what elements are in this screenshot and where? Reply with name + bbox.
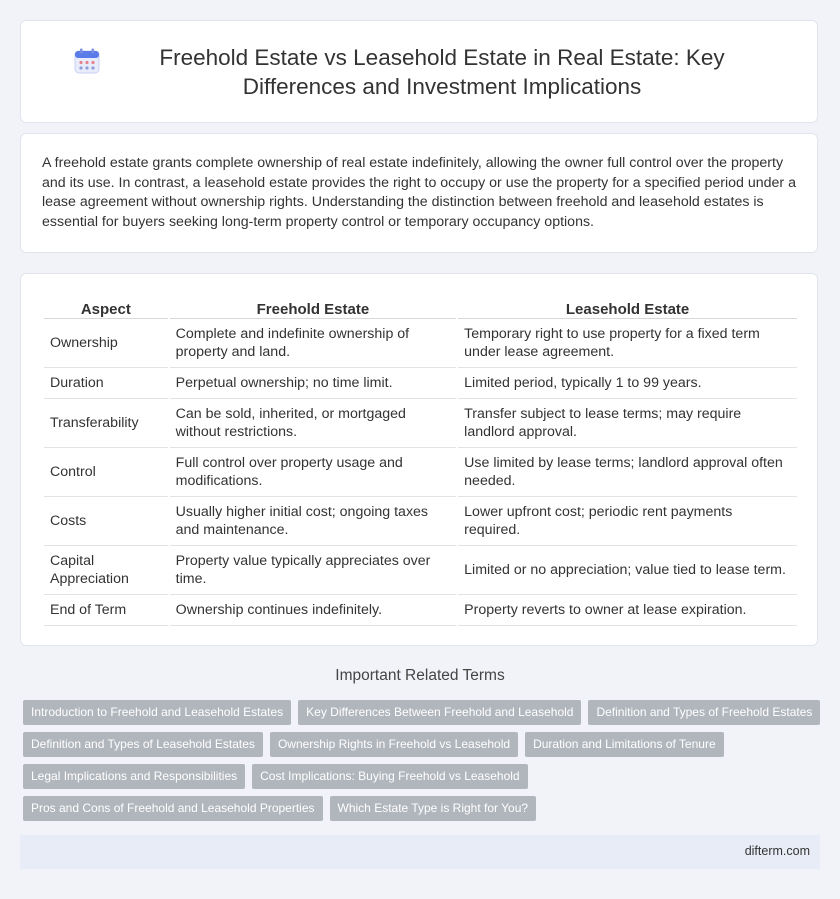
table-cell: Usually higher initial cost; ongoing taxes and maintenance. xyxy=(170,497,457,546)
related-term-tag[interactable]: Legal Implications and Responsibilities xyxy=(23,764,245,789)
table-cell: Full control over property usage and modifications. xyxy=(170,448,457,497)
table-cell: Can be sold, inherited, or mortgaged without restrictions. xyxy=(170,399,457,448)
table-row xyxy=(44,448,797,497)
table-cell: Costs xyxy=(44,497,168,546)
footer-site[interactable]: difterm.com xyxy=(744,844,810,858)
related-terms-heading: Important Related Terms xyxy=(335,667,505,684)
table-cell: Lower upfront cost; periodic rent payments required. xyxy=(458,497,797,546)
related-term-tag[interactable]: Introduction to Freehold and Leasehold Estates xyxy=(23,700,291,725)
related-term-tag[interactable]: Cost Implications: Buying Freehold vs Leasehold xyxy=(252,764,527,789)
table-cell: Capital Appreciation xyxy=(44,546,168,595)
table-cell: Duration xyxy=(44,368,168,399)
header-leasehold: Leasehold Estate xyxy=(458,296,797,319)
table-cell: Temporary right to use property for a fixed term under lease agreement. xyxy=(458,319,797,368)
calendar-icon xyxy=(74,48,100,74)
table-cell: Ownership continues indefinitely. xyxy=(170,595,457,626)
table-header-row xyxy=(44,296,797,319)
intro-card xyxy=(20,133,818,253)
table-cell: Use limited by lease terms; landlord approval often needed. xyxy=(458,448,797,497)
table-cell: Limited or no appreciation; value tied to lease term. xyxy=(458,546,797,595)
header-aspect: Aspect xyxy=(44,296,168,319)
header-freehold: Freehold Estate xyxy=(170,296,457,319)
related-term-tag[interactable]: Definition and Types of Leasehold Estates xyxy=(23,732,263,757)
table-row xyxy=(44,595,797,626)
related-term-tag[interactable]: Key Differences Between Freehold and Leasehold xyxy=(298,700,581,725)
table-cell: Property reverts to owner at lease expiration. xyxy=(458,595,797,626)
table-cell: Transferability xyxy=(44,399,168,448)
table-row xyxy=(44,368,797,399)
table-cell: Control xyxy=(44,448,168,497)
table-cell: Perpetual ownership; no time limit. xyxy=(170,368,457,399)
related-term-tag[interactable]: Ownership Rights in Freehold vs Leasehold xyxy=(270,732,518,757)
comparison-table xyxy=(42,296,799,626)
related-term-tag[interactable]: Duration and Limitations of Tenure xyxy=(525,732,724,757)
footer xyxy=(20,835,820,869)
comparison-card xyxy=(20,273,818,646)
table-cell: Complete and indefinite ownership of property and land. xyxy=(170,319,457,368)
related-term-tag[interactable]: Definition and Types of Freehold Estates xyxy=(588,700,820,725)
table-cell: Ownership xyxy=(44,319,168,368)
table-cell: End of Term xyxy=(44,595,168,626)
related-term-tag[interactable]: Pros and Cons of Freehold and Leasehold Properties xyxy=(23,796,323,821)
header-card xyxy=(20,20,818,123)
table-row xyxy=(44,319,797,368)
page-title: Freehold Estate vs Leasehold Estate in Real Estate: Key Differences and Investment Implications xyxy=(159,44,725,99)
table-row xyxy=(44,546,797,595)
related-term-tag[interactable]: Which Estate Type is Right for You? xyxy=(330,796,537,821)
table-cell: Transfer subject to lease terms; may require landlord approval. xyxy=(458,399,797,448)
table-cell: Property value typically appreciates over time. xyxy=(170,546,457,595)
table-row xyxy=(44,497,797,546)
intro-paragraph: A freehold estate grants complete ownership of real estate indefinitely, allowing the owner full control over the property and its use. In contrast, a leasehold estate provides the right to occupy or use the property for a specified period under a lease agreement without ownership rights. Understanding the distinction between freehold and leasehold estates is essential for buyers seeking long-term property control or temporary occupancy options. xyxy=(42,155,796,230)
related-terms-list xyxy=(23,700,823,828)
table-row xyxy=(44,399,797,448)
table-cell: Limited period, typically 1 to 99 years. xyxy=(458,368,797,399)
